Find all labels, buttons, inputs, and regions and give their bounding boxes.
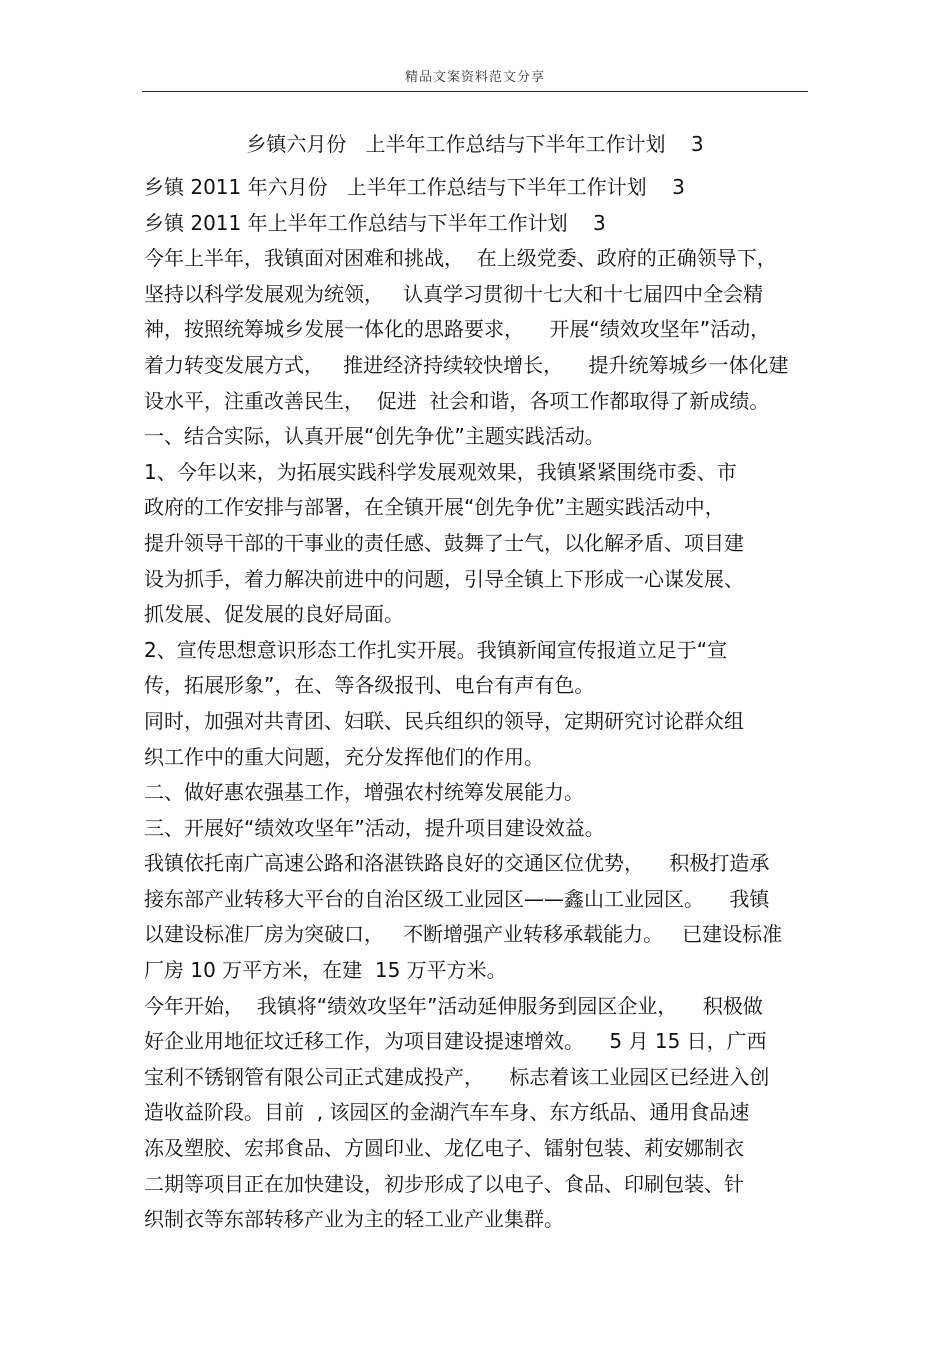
text-line: 提升领导干部的干事业的责任感、鼓舞了士气，以化解矛盾、项目建 (144, 530, 744, 555)
text-line: 设水平，注重改善民生， 促进 社会和谐，各项工作都取得了新成绩。 (144, 388, 770, 413)
text-line: 政府的工作安排与部署，在全镇开展“创先争优”主题实践活动中， (144, 495, 725, 520)
text-line: 织制衣等东部转移产业为主的轻工业产业集群。 (144, 1207, 564, 1232)
document-body (144, 170, 824, 1238)
text-line: 今年开始， 我镇将“绩效攻坚年”活动延伸服务到园区企业， 积极做 (144, 993, 763, 1018)
text-line: 传，拓展形象”，在、等各级报刊、电台有声有色。 (144, 673, 595, 698)
text-line: 接东部产业转移大平台的自治区级工业园区——鑫山工业园区。 我镇 (144, 886, 770, 911)
text-line: 同时，加强对共青团、妇联、民兵组织的领导，定期研究讨论群众组 (144, 708, 744, 733)
text-line: 宝利不锈钢管有限公司正式建成投产， 标志着该工业园区已经进入创 (144, 1064, 770, 1089)
header-label: 精品文案资料范文分享 (404, 70, 545, 85)
text-line: 造收益阶段。目前 , 该园区的金湖汽车车身、东方纸品、通用食品速 (144, 1100, 750, 1125)
text-line: 二、做好惠农强基工作，增强农村统筹发展能力。 (144, 780, 584, 805)
text-line: 乡镇 2011 年上半年工作总结与下半年工作计划 3 (144, 210, 606, 235)
text-line: 三、开展好“绩效攻坚年”活动，提升项目建设效益。 (144, 815, 605, 840)
text-line: 以建设标准厂房为突破口， 不断增强产业转移承载能力。 已建设标准 (144, 922, 783, 947)
text-line: 二期等项目正在加快建设，初步形成了以电子、食品、印刷包装、针 (144, 1171, 744, 1196)
text-line: 着力转变发展方式， 推进经济持续较快增长， 提升统筹城乡一体化建 (144, 352, 789, 377)
text-line: 设为抓手，着力解决前进中的问题，引导全镇上下形成一心谋发展、 (144, 566, 744, 591)
text-line: 织工作中的重大问题，充分发挥他们的作用。 (144, 744, 544, 769)
text-line: 2、宣传思想意识形态工作扎实开展。我镇新闻宣传报道立足于“宣 (144, 637, 728, 662)
header-divider (142, 91, 808, 92)
text-line: 1、今年以来，为拓展实践科学发展观效果，我镇紧紧围绕市委、市 (144, 459, 737, 484)
text-line: 一、结合实际，认真开展“创先争优”主题实践活动。 (144, 424, 605, 449)
text-line: 乡镇 2011 年六月份 上半年工作总结与下半年工作计划 3 (144, 175, 685, 199)
text-line: 抓发展、促发展的良好局面。 (144, 602, 404, 627)
text-line: 好企业用地征坟迁移工作，为项目建设提速增效。 5 月 15 日，广西 (144, 1029, 767, 1054)
text-line: 我镇依托南广高速公路和洛湛铁路良好的交通区位优势， 积极打造承 (144, 851, 770, 876)
text-line: 神，按照统筹城乡发展一体化的思路要求， 开展“绩效攻坚年”活动， (144, 317, 771, 342)
text-line: 坚持以科学发展观为统领， 认真学习贯彻十七大和十七届四中全会精 (144, 281, 764, 306)
text-line: 今年上半年，我镇面对困难和挑战， 在上级党委、政府的正确领导下， (144, 246, 777, 271)
text-line: 冻及塑胶、宏邦食品、方圆印业、龙亿电子、镭射包装、莉安娜制衣 (144, 1136, 744, 1161)
document-title: 乡镇六月份 上半年工作总结与下半年工作计划 3 (246, 132, 704, 156)
text-line: 厂房 10 万平方米，在建 15 万平方米。 (144, 958, 507, 983)
